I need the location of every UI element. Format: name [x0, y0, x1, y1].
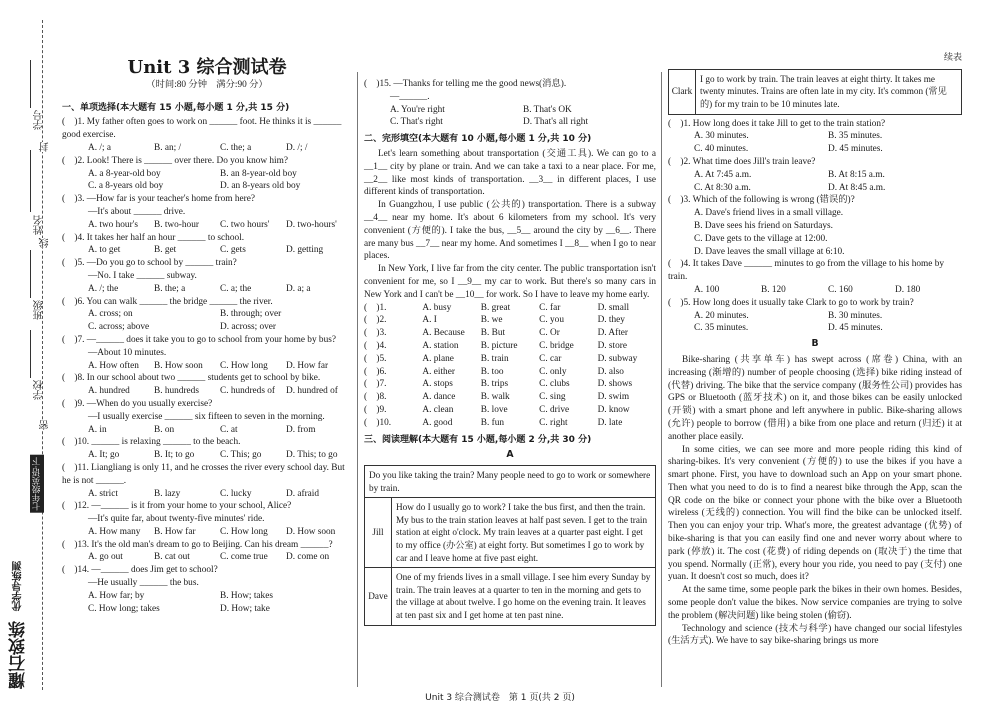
section-title: 二、完形填空(本大题有 10 小题,每小题 1 分,共 10 分) — [364, 134, 592, 145]
continued-label: 续表 — [943, 53, 962, 63]
section-title: 三、阅读理解(本大题有 15 小题,每小题 2 分,共 30 分) — [364, 434, 592, 445]
answer-option[interactable]: D. afraid — [286, 488, 320, 499]
answer-option[interactable]: D. After — [597, 328, 629, 339]
answer-option[interactable]: C. lucky — [220, 488, 252, 499]
answer-option[interactable]: B. get — [154, 245, 177, 256]
answer-option[interactable]: B. fun — [480, 417, 505, 428]
cloze-paragraph: In Guangzhou, I use public (公共的) transportation. There is a subway __4__ near my home. It's about 6 kilometers from my school. It's very convenient (方便的). I take the bus, __5__ around the city by __6__. There are many bus __7__ near my home. And sometimes I __8__ when I go to near places. — [364, 200, 656, 262]
answer-option[interactable]: C. bridge — [539, 340, 574, 351]
answer-option[interactable]: D. At 8:45 a.m. — [828, 182, 886, 193]
answer-option[interactable]: C. at — [220, 424, 238, 435]
answer-option[interactable]: D. also — [597, 366, 624, 377]
person-name: Dave — [365, 568, 392, 625]
brand-logo — [6, 561, 31, 689]
brand-sub: 优学导练测 — [13, 561, 24, 612]
answer-option[interactable]: A. How far; by — [88, 590, 145, 601]
answer-option[interactable]: D. 180 — [895, 284, 921, 295]
answer-option[interactable]: C. Or — [539, 328, 560, 339]
option-group — [62, 385, 352, 398]
question-stem: ( )14. —______ does Jim get to school? — [62, 565, 218, 576]
answer-option[interactable]: B. we — [480, 315, 503, 326]
answer-option[interactable]: A. Because — [422, 328, 465, 339]
answer-option[interactable]: A. in — [88, 424, 107, 435]
student-id-label: 学号 — [34, 110, 45, 130]
answer-option[interactable]: B. cat out — [154, 552, 190, 563]
column-3 — [668, 0, 962, 648]
question-line: —About 10 minutes. — [88, 347, 167, 358]
cloze-option-row — [364, 327, 656, 340]
answer-option[interactable]: C. At 8:30 a.m. — [694, 182, 751, 193]
cloze-paragraph: In New York, I live far from the city center. The public transportation isn't convenient for me, so I __9__ my car to work. But there's so many cars in New York and I can't be __10__ for work. So I have to leave my home early. — [364, 264, 656, 300]
student-id-field[interactable] — [30, 60, 31, 108]
answer-option[interactable]: D. store — [597, 340, 627, 351]
cloze-option-row — [364, 314, 656, 327]
option-group — [62, 219, 352, 232]
answer-option[interactable]: A. to get — [88, 245, 121, 256]
answer-option[interactable]: C. far — [539, 302, 561, 313]
question-stem: ( )13. It's the old man's dream to go to Beijing. Can his dream ______? — [62, 539, 333, 550]
answer-option[interactable]: D. an 8-years old boy — [220, 181, 301, 192]
question-stem: ( )4. It takes her half an hour ______ to school. — [62, 232, 245, 243]
passage-label: B — [811, 338, 819, 350]
option-group — [364, 104, 656, 130]
answer-option[interactable]: A. clean — [422, 404, 454, 415]
passage-paragraph: Technology and science (技术与科学) have changed our social lifestyles (生活方式). We have to say bike-sharing brings us more — [668, 623, 962, 647]
passage-paragraph: In some cities, we can see more and more people riding this kind of sharing-bikes. It's very convenient (方便的) to use the bikes if you have a smart phone. First, you have to download such an App on your smart phone. Then what you need to do is to find a nearest bike through the App, scan the QR code on the bike or connect your phone with the bike over a Bluetooth wireless (无线的) connection. You will find the bike can be unlocked itself. Then you can enjoy your trip. What's more, the greatest advantage (优势) of bike-sharing is that you can easily find one and never worry about where to park (停放) it. The cost (花费) of riding depends on (取决于) the time that you spend. Normally (正常), every hour you ride, you need to pay (支付) one yuan. It doesn't cost so much, does it? — [668, 444, 962, 583]
question-stem: ( )6. You can walk ______ the bridge ______ the river. — [62, 296, 273, 307]
answer-option[interactable]: A. 20 minutes. — [694, 310, 749, 321]
option-group — [62, 308, 352, 334]
cloze-option-row — [364, 366, 656, 379]
answer-option[interactable]: D. That's all right — [523, 117, 589, 128]
mc-list — [62, 116, 352, 615]
passage-intro: Do you like taking the train? Many people need to go to work or somewhere by train. — [365, 466, 656, 498]
answer-option[interactable]: C. two hours' — [220, 219, 270, 230]
option-group — [62, 283, 352, 296]
answer-option[interactable]: D. How soon — [286, 526, 336, 537]
answer-option[interactable]: D. small — [597, 302, 630, 313]
question-stem: ( )15. —Thanks for telling me the good news(消息). — [364, 79, 567, 89]
answer-option[interactable]: A. busy — [422, 302, 452, 313]
option-group — [668, 130, 962, 156]
answer-option[interactable]: D. This; to go — [286, 450, 338, 461]
answer-option[interactable]: C. 40 minutes. — [694, 144, 749, 155]
option-group — [62, 526, 352, 539]
question-stem: ( )5. —Do you go to school by ______ train? — [62, 258, 237, 269]
answer-option[interactable]: A. station — [422, 340, 459, 351]
seal-mark: 密 — [40, 420, 51, 430]
cloze-option-row — [364, 404, 656, 417]
answer-option[interactable]: A. I — [422, 315, 437, 326]
question-number: ( )3. — [364, 328, 387, 339]
question-number: ( )6. — [364, 366, 387, 377]
question-stem: ( )4. It takes Dave ______ minutes to go from the village to his home by train. — [668, 259, 945, 283]
question-line: —It's quite far, about twenty-five minutes' ride. — [88, 514, 265, 525]
answer-option[interactable]: C. 35 minutes. — [694, 323, 749, 334]
passage-paragraph: Bike-sharing (共享单车) has swept across (席卷) China, with an increasing (渐增的) number of people choosing (选择) bike riding instead of (代替) driving. The bike that the service company (服务性公司) provides has GPS or Bluetooth (蓝牙技术) on it, and those bikes can be easily unlocked (开锁) with a smart phone and left anywhere in public. Bike-sharing allows (允许) people to borrow (借用) a bike from one place and return (归还) it at another place easily. — [668, 354, 962, 442]
answer-option[interactable]: B. That's OK — [523, 104, 572, 115]
answer-option[interactable]: D. they — [597, 315, 625, 326]
answer-option[interactable]: D. subway — [597, 353, 638, 364]
cloze-option-row — [364, 353, 656, 366]
answer-option[interactable]: D. hundred of — [286, 386, 338, 397]
answer-option[interactable]: C. Dave gets to the village at 12:00. — [694, 233, 828, 244]
mc-list — [364, 78, 656, 129]
question-line: —No. I take ______ subway. — [88, 270, 197, 281]
option-group — [62, 360, 352, 373]
class-field[interactable] — [30, 250, 31, 298]
question-stem: ( )8. In our school about two ______ students get to school by bike. — [62, 373, 321, 384]
answer-option[interactable]: B. 30 minutes. — [828, 310, 883, 321]
brand-name: 耀石致练 — [9, 621, 29, 689]
question-number: ( )5. — [364, 353, 387, 364]
name-label: 姓名 — [34, 215, 45, 235]
question-stem: ( )3. —How far is your teacher's home from here? — [62, 194, 255, 205]
question-number: ( )10. — [364, 417, 392, 428]
answer-option[interactable]: A. cross; on — [88, 309, 133, 320]
column-1 — [62, 0, 352, 615]
page-footer: Unit 3 综合测试卷 第 1 页(共 2 页) — [425, 693, 575, 703]
answer-option[interactable]: B. hundreds — [154, 386, 199, 397]
grade-tag: 七年级英语·下 — [32, 457, 42, 511]
binding-strip — [0, 0, 52, 707]
person-name: Clark — [669, 69, 696, 114]
answer-option[interactable]: C. How long — [220, 360, 268, 371]
answer-option[interactable]: D. How; take — [220, 603, 270, 614]
answer-option[interactable]: D. come on — [286, 552, 330, 563]
option-group — [62, 142, 352, 155]
answer-option[interactable]: C. That's right — [390, 117, 443, 128]
answer-option[interactable]: D. 45 minutes. — [828, 144, 883, 155]
question-number: ( )2. — [364, 315, 387, 326]
answer-option[interactable]: B. At 8:15 a.m. — [828, 169, 885, 180]
answer-option[interactable]: B. great — [480, 302, 511, 313]
answer-option[interactable]: C. How long; takes — [88, 603, 160, 614]
question-stem: ( )5. How long does it usually take Clark to go to work by train? — [668, 297, 914, 308]
answer-option[interactable]: D. late — [597, 417, 623, 428]
answer-option[interactable]: A. It; go — [88, 450, 120, 461]
answer-option[interactable]: C. right — [539, 417, 568, 428]
answer-option[interactable]: C. come true — [220, 552, 268, 563]
school-field[interactable] — [30, 330, 31, 378]
question-stem: ( )9. —When do you usually exercise? — [62, 398, 213, 409]
answer-option[interactable]: A. How often — [88, 360, 139, 371]
person-name: Jill — [365, 498, 392, 568]
answer-option[interactable]: B. on — [154, 424, 175, 435]
answer-option[interactable]: D. a; a — [286, 283, 311, 294]
answer-option[interactable]: B. love — [480, 404, 508, 415]
answer-option[interactable]: D. know — [597, 404, 630, 415]
section-title: 一、单项选择(本大题有 15 小题,每小题 1 分,共 15 分) — [62, 102, 290, 113]
answer-option[interactable]: C. sing — [539, 392, 566, 403]
time-score: （时间:80 分钟 满分:90 分） — [146, 79, 268, 90]
answer-option[interactable]: A. good — [422, 417, 453, 428]
answer-option[interactable]: B. 120 — [761, 284, 786, 295]
answer-option[interactable]: A. strict — [88, 488, 118, 499]
question-stem: ( )1. How long does it take Jill to get to the train station? — [668, 118, 886, 129]
answer-option[interactable]: B. an 8-year-old boy — [220, 168, 297, 179]
question-line: —I usually exercise ______ six fifteen to seven in the morning. — [88, 411, 325, 422]
cloze-paragraph: Let's learn something about transportation (交通工具). We can go to a __1__ city by plane or train. And we can take a taxi to a near place. For me, __2__ like most kinds of transportation. __3__ in different places, I use different kinds of transportation. — [364, 148, 656, 198]
answer-option[interactable]: B. trips — [480, 379, 509, 390]
answer-option[interactable]: D. swim — [597, 392, 630, 403]
answer-option[interactable]: D. /; / — [286, 142, 308, 153]
question-stem: ( )11. Liangliang is only 11, and he crosses the river every school day. But he is not ______. — [62, 462, 345, 486]
answer-option[interactable]: A. Dave's friend lives in a small village. — [694, 208, 844, 219]
question-number: ( )8. — [364, 392, 387, 403]
answer-option[interactable]: B. How; takes — [220, 590, 273, 601]
option-group — [668, 169, 962, 195]
page-title: Unit 3 综合测试卷 — [127, 57, 287, 78]
answer-option[interactable]: D. across; over — [220, 322, 277, 333]
answer-option[interactable]: C. only — [539, 366, 567, 377]
question-number: ( )1. — [364, 302, 387, 313]
option-group — [668, 310, 962, 336]
seal-mark: 线 — [40, 238, 51, 248]
answer-option[interactable]: C. 160 — [828, 284, 853, 295]
question-stem: ( )2. What time does Jill's train leave? — [668, 156, 816, 167]
answer-option[interactable]: A. hundred — [88, 386, 130, 397]
answer-option[interactable]: A. go out — [88, 552, 123, 563]
answer-option[interactable]: B. an; / — [154, 142, 182, 153]
answer-option[interactable]: A. At 7:45 a.m. — [694, 169, 752, 180]
answer-option[interactable]: C. a 8-years old boy — [88, 181, 164, 192]
answer-option[interactable]: A. You're right — [390, 104, 445, 115]
answer-option[interactable]: B. 35 minutes. — [828, 131, 883, 142]
question-number: ( )4. — [364, 340, 387, 351]
option-group — [62, 488, 352, 501]
answer-option[interactable]: C. This; go — [220, 450, 262, 461]
cloze-passage — [364, 148, 656, 302]
column-divider — [661, 72, 662, 687]
answer-option[interactable]: A. a 8-year-old boy — [88, 168, 161, 179]
cloze-option-row — [364, 302, 656, 315]
seal-mark: 封 — [40, 142, 51, 152]
question-stem: ( )7. —______ does it take you to go to school from your home by bus? — [62, 334, 336, 345]
cloze-option-row — [364, 340, 656, 353]
answer-option[interactable]: B. It; to go — [154, 450, 195, 461]
answer-option[interactable]: B. lazy — [154, 488, 181, 499]
answer-option[interactable]: C. car — [539, 353, 562, 364]
question-stem: ( )3. Which of the following is wrong (错误的)? — [668, 195, 855, 206]
person-text: One of my friends lives in a small village. I see him every Sunday by train. The train leaves at a quarter to ten in the morning and gets to the village at about twelve. I go home on the evening train. It leaves at ten past six and I get home at ten past nine. — [392, 568, 656, 625]
answer-option[interactable]: D. How far — [286, 360, 329, 371]
column-2 — [364, 78, 656, 626]
question-line: —He usually ______ the bus. — [88, 578, 199, 589]
answer-option[interactable]: B. train — [480, 353, 509, 364]
option-group — [62, 168, 352, 194]
cloze-options — [364, 302, 656, 430]
passage-paragraph: At the same time, some people park the bikes in their own homes. Besides, some people don't value the bikes. Now service companies are trying to solve the problem (解决问题) like being stolen (偷窃). — [668, 585, 962, 621]
answer-option[interactable]: C. you — [539, 315, 564, 326]
answer-option[interactable]: D. 45 minutes. — [828, 323, 883, 334]
answer-option[interactable]: B. the; a — [154, 283, 186, 294]
question-line: —It's about ______ drive. — [88, 206, 186, 217]
answer-option[interactable]: B. But — [480, 328, 506, 339]
answer-option[interactable]: B. two-hour — [154, 219, 199, 230]
question-stem: ( )10. ______ is relaxing ______ to the beach. — [62, 437, 241, 448]
answer-option[interactable]: A. two hour's — [88, 219, 138, 230]
answer-option[interactable]: D. getting — [286, 245, 324, 256]
answer-option[interactable]: C. hundreds of — [220, 386, 276, 397]
class-label: 班级 — [34, 300, 45, 320]
option-group — [668, 284, 962, 297]
answer-option[interactable]: C. a; the — [220, 283, 252, 294]
question-line: —______. — [390, 91, 430, 102]
passage-b — [668, 354, 962, 648]
option-group — [62, 244, 352, 257]
answer-option[interactable]: A. plane — [422, 353, 454, 364]
passage-table-continued — [668, 69, 962, 115]
answer-option[interactable]: C. drive — [539, 404, 570, 415]
answer-option[interactable]: B. through; over — [220, 309, 282, 320]
option-group — [62, 590, 352, 616]
answer-option[interactable]: C. across; above — [88, 322, 150, 333]
school-label: 学校 — [34, 380, 45, 400]
answer-option[interactable]: D. from — [286, 424, 316, 435]
question-number: ( )9. — [364, 404, 387, 415]
name-field[interactable] — [30, 150, 31, 212]
question-stem: ( )2. Look! There is ______ over there. Do you know him? — [62, 155, 289, 166]
cloze-option-row — [364, 391, 656, 404]
cloze-option-row — [364, 378, 656, 391]
answer-option[interactable]: B. walk — [480, 392, 510, 403]
question-stem: ( )12. —______ is it from your home to your school, Alice? — [62, 501, 292, 512]
option-group — [62, 424, 352, 437]
person-text: I go to work by train. The train leaves at eight thirty. It takes me twenty minutes. Trains are often late in my city. It's common (常见的) for my train to be 10 minutes late. — [696, 69, 962, 114]
answer-option[interactable]: A. 100 — [694, 284, 720, 295]
answer-option[interactable]: C. How long — [220, 526, 268, 537]
answer-option[interactable]: A. either — [422, 366, 455, 377]
answer-option[interactable]: B. too — [480, 366, 504, 377]
answer-option[interactable]: A. /; a — [88, 142, 111, 153]
answer-option[interactable]: B. Dave sees his friend on Saturdays. — [694, 220, 833, 231]
question-stem: ( )1. My father often goes to work on ______ foot. He thinks it is ______ good exercise. — [62, 117, 342, 141]
answer-option[interactable]: C. the; a — [220, 142, 252, 153]
answer-option[interactable]: A. 30 minutes. — [694, 131, 749, 142]
answer-option[interactable]: C. gets — [220, 245, 246, 256]
answer-option[interactable]: C. clubs — [539, 379, 570, 390]
passage-table — [364, 465, 656, 626]
cloze-option-row — [364, 417, 656, 430]
answer-option[interactable]: A. stops — [422, 379, 453, 390]
answer-option[interactable]: B. How soon — [154, 360, 203, 371]
answer-option[interactable]: B. picture — [480, 340, 518, 351]
reading-questions — [668, 118, 962, 336]
answer-option[interactable]: A. /; the — [88, 283, 119, 294]
question-number: ( )7. — [364, 379, 387, 390]
option-group — [62, 551, 352, 564]
person-text: How do I usually go to work? I take the bus first, and then the train. My bus to the train station leaves at half past seven. I get to the train station at eight o'clock. My train leaves at a quarter past eight. I get to my office (办公室) at eight forty. But sometimes I go to work by car and I leave home at five past eight. — [392, 498, 656, 568]
answer-option[interactable]: D. shows — [597, 379, 633, 390]
answer-option[interactable]: B. How far — [154, 526, 196, 537]
passage-label: A — [506, 449, 514, 461]
answer-option[interactable]: D. Dave leaves the small village at 6:10. — [694, 246, 845, 257]
answer-option[interactable]: D. two-hours' — [286, 219, 337, 230]
answer-option[interactable]: A. How many — [88, 526, 141, 537]
option-group — [62, 449, 352, 462]
answer-option[interactable]: A. dance — [422, 392, 456, 403]
column-divider — [357, 72, 358, 687]
